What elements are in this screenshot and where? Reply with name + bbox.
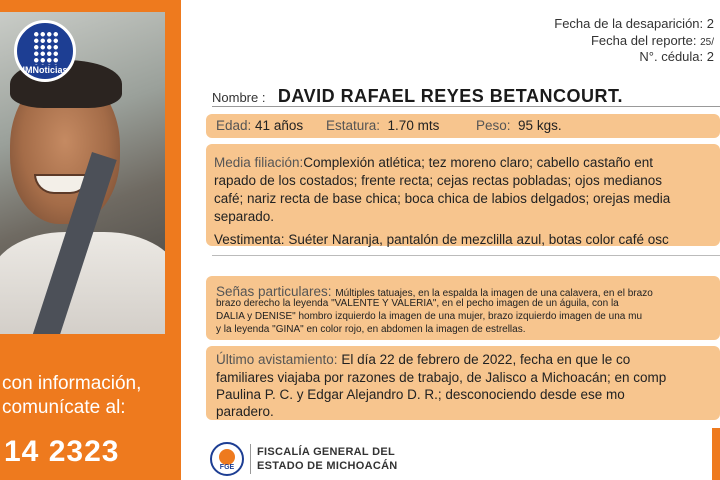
contact-line-2: comunícate al: <box>2 397 126 418</box>
peso-value: 95 kgs. <box>518 118 562 133</box>
peso-label: Peso: <box>476 118 511 133</box>
cedula-label: N°. cédula: <box>639 49 704 64</box>
estatura-label: Estatura: <box>326 118 381 133</box>
vestimenta-label: Vestimenta: <box>214 232 285 247</box>
person-name: DAVID RAFAEL REYES BETANCOURT. <box>277 86 623 106</box>
senas-line-3: DALIA y DENISE" hombro izquierdo la imagen de una mujer, brazo izquierdo imagen de una mu <box>216 311 643 322</box>
cedula-row <box>639 49 714 64</box>
senas-line-2: brazo derecho la leyenda "VALENTE Y VALERIA", en el pecho imagen de un águila, con la <box>216 298 619 309</box>
avist-line-3: Paulina P. C. y Edgar Alejandro D. R.; desconociendo desde ese mo <box>216 387 625 402</box>
vestimenta-value: Suéter Naranja, pantalón de mezclilla azul, botas color café osc <box>288 232 669 247</box>
edad-value: 41 años <box>255 118 304 133</box>
name-row <box>212 86 623 107</box>
footer-divider <box>250 444 251 474</box>
contact-text <box>0 372 178 420</box>
name-underline <box>212 106 720 107</box>
fecha-desaparicion-value: 2 <box>706 16 714 31</box>
fiscalia-line-1: FISCALÍA GENERAL DEL <box>257 446 396 458</box>
corner-accent <box>712 428 720 480</box>
filiacion-line-3: café; nariz recta de base chica; boca chica de labios delgados; orejas media <box>214 191 671 206</box>
logo-text: IMNoticias <box>22 65 68 75</box>
imnoticias-logo-icon <box>14 20 76 82</box>
avist-text-1: El día 22 de febrero de 2022, fecha en que le co <box>341 352 631 367</box>
senas-line-1 <box>216 284 653 299</box>
estatura-value: 1.70 mts <box>387 118 440 133</box>
phone-number: 14 2323 <box>4 435 120 468</box>
fiscalia-line-2: ESTADO DE MICHOACÁN <box>257 460 398 472</box>
filiacion-text-1: Complexión atlética; tez moreno claro; cabello castaño ent <box>303 155 653 170</box>
edad-label: Edad: <box>216 118 252 133</box>
fecha-reporte-label: Fecha del reporte: <box>590 33 697 48</box>
filiacion-label: Media filiación: <box>214 155 304 170</box>
avist-line-4: paradero. <box>216 404 274 419</box>
vestimenta-line <box>214 232 669 247</box>
senas-text-1: Múltiples tatuajes, en la espalda la imagen de una calavera, en el brazo <box>335 288 653 299</box>
logo-dots <box>33 31 59 65</box>
section-divider <box>212 255 720 256</box>
filiacion-line-1 <box>214 155 653 170</box>
peso-field <box>476 118 562 133</box>
filiacion-line-4: separado. <box>214 209 275 224</box>
fecha-desaparicion-row <box>554 16 714 31</box>
name-label: Nombre : <box>212 90 266 105</box>
edad-field <box>216 118 303 133</box>
fecha-reporte-value: 25/ <box>700 37 714 48</box>
contact-line-1: con información, <box>2 373 142 394</box>
fge-text: FGE <box>219 464 235 471</box>
seal-emblem <box>219 449 235 465</box>
senas-label: Señas particulares: <box>216 284 332 299</box>
cedula-value: 2 <box>706 49 714 64</box>
avist-line-2: familiares viajaba por razones de trabajo, de Jalisco a Michoacán; en comp <box>216 370 667 385</box>
filiacion-line-2: rapado de los costados; frente recta; cejas rectas pobladas; ojos medianos <box>214 173 663 188</box>
fge-seal-icon <box>210 442 244 476</box>
avist-line-1 <box>216 352 630 367</box>
estatura-field <box>326 118 439 133</box>
senas-line-4: y la leyenda "GINA" en color rojo, en abdomen la imagen de estrellas. <box>216 324 526 335</box>
fecha-desaparicion-label: Fecha de la desaparición: <box>554 16 704 31</box>
avist-label: Último avistamiento: <box>216 352 338 367</box>
fecha-reporte-row <box>591 33 714 48</box>
